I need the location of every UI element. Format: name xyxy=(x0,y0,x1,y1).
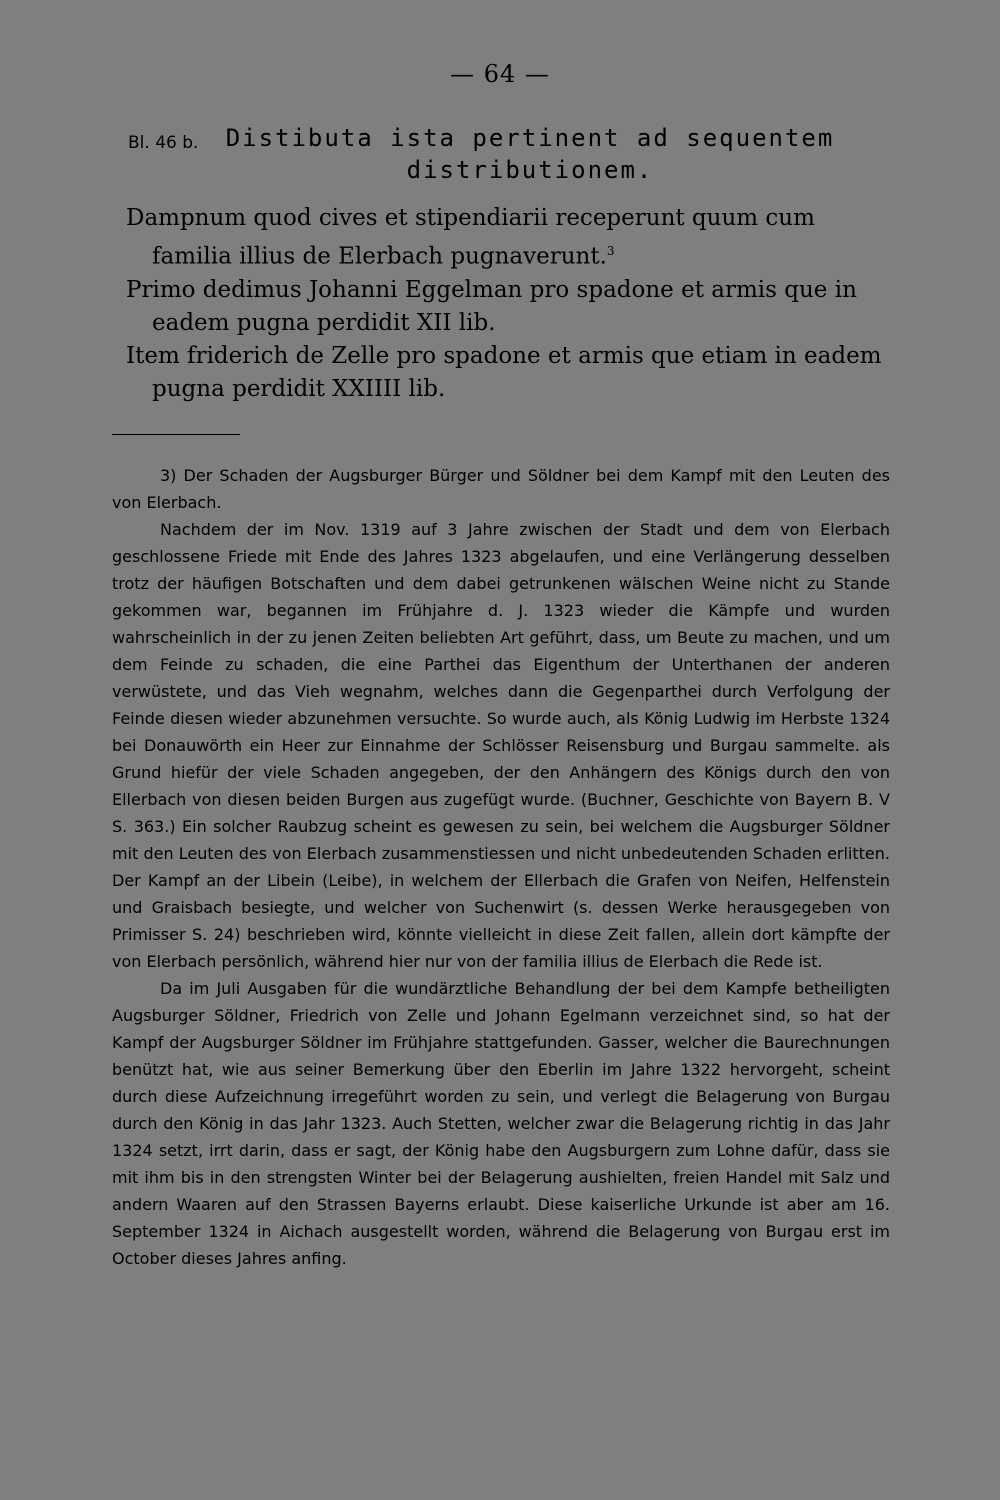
page-number: — 64 — xyxy=(450,60,550,88)
footnote-title: 3) Der Schaden der Augsburger Bürger und Söldner bei dem Kampf mit den Leuten des von Elerbach. xyxy=(112,466,890,512)
footnote-marker: 3 xyxy=(606,244,615,258)
footnote xyxy=(112,462,890,1272)
heading-line-1: Distibuta ista pertinent ad sequentem xyxy=(225,124,835,152)
heading-line-2: distributionem. xyxy=(406,156,654,184)
footnote-paragraph-1: Nachdem der im Nov. 1319 auf 3 Jahre zwischen der Stadt und dem von Elerbach geschlossene Friede mit Ende des Jahres 1323 abgelaufen, und eine Verlängerung desselben trotz der häufigen Botschaften und dem dabei getrunkenen wälschen Weine nicht zu Stande gekommen war, begannen im Frühjahre d. J. 1323 wieder die Kämpfe und wurden wahrscheinlich in der zu jenen Zeiten beliebten Art geführt, dass, um Beute zu machen, und um dem Feinde zu schaden, die eine Parthei das Eigenthum der Unterthanen der anderen verwüstete, und das Vieh wegnahm, welches dann die Gegenparthei durch Verfolgung der Feinde diesen wieder abzunehmen versuchte. So wurde auch, als König Ludwig im Herbste 1324 bei Donauwörth ein Heer zur Einnahme der Schlösser Reisensburg und Burgau sammelte. als Grund hiefür der viele Schaden angegeben, der den Anhängern des Königs durch den von Ellerbach von diesen beiden Burgen aus zugefügt wurde. (Buchner, Geschichte von Bayern B. V S. 363.) Ein solcher Raubzug scheint es gewesen zu sein, bei welchem die Augsburger Söldner mit den Leuten des von Elerbach zusammenstiessen und nicht unbedeutenden Schaden erlitten. Der Kampf an der Libein (Leibe), in welchem der Ellerbach die Grafen von Neifen, Helfenstein und Graisbach besiegte, und welcher von Suchenwirt (s. dessen Werke herausgegeben von Primisser S. 24) beschrieben wird, könnte vielleicht in diese Zeit fallen, allein dort kämpfte der von Elerbach persönlich, während hier nur von der familia illius de Elerbach die Rede ist. xyxy=(112,520,890,971)
sheet-reference: Bl. 46 b. xyxy=(128,133,199,153)
latin-entry-primo: Primo dedimus Johanni Eggelman pro spadone et armis que in eadem pugna perdidit XII lib. xyxy=(126,276,857,336)
latin-entry-item: Item friderich de Zelle pro spadone et armis que etiam in eadem pugna perdidit XXIIII lib. xyxy=(126,342,882,402)
latin-entry-dampnum xyxy=(126,202,896,274)
latin-entry-dampnum-text: Dampnum quod cives et stipendiarii receperunt quum cum familia illius de Elerbach pugnaverunt. xyxy=(126,205,815,270)
footnote-divider xyxy=(112,434,240,435)
latin-entries xyxy=(126,202,896,406)
footnote-paragraph-2: Da im Juli Ausgaben für die wundärztliche Behandlung der bei dem Kampfe betheiligten Augsburger Söldner, Friedrich von Zelle und Johann Egelmann verzeichnet sind, so hat der Kampf der Augsburger Söldner im Frühjahre stattgefunden. Gasser, welcher die Baurechnungen benützt hat, wie aus seiner Bemerkung über den Eberlin im Jahre 1322 hervorgeht, scheint durch diese Aufzeichnung irregeführt worden zu sein, und verlegt die Belagerung von Burgau durch den König in das Jahr 1323. Auch Stetten, welcher zwar die Belagerung richtig in das Jahr 1324 setzt, irrt darin, dass er sagt, der König habe den Augsburgern zum Lohne dafür, dass sie mit ihm bis in den strengsten Winter bei der Belagerung aushielten, freien Handel mit Salz und andern Waaren auf den Strassen Bayerns erlaubt. Diese kaiserliche Urkunde ist aber am 16. September 1324 in Aichach ausgestellt worden, während die Belagerung von Burgau erst im October dieses Jahres anfing. xyxy=(112,979,890,1268)
section-heading xyxy=(200,122,920,186)
